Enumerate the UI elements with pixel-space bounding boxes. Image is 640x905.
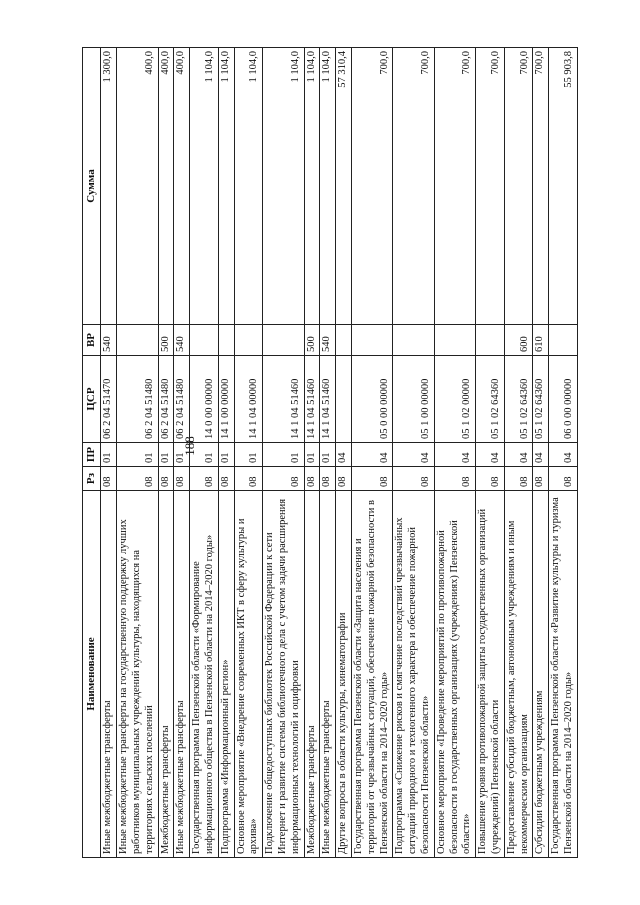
cell-csr: 14 1 04 51460 bbox=[320, 356, 336, 443]
cell-pr: 01 bbox=[101, 443, 117, 467]
cell-rz: 08 bbox=[351, 467, 392, 491]
cell-rz: 08 bbox=[320, 467, 336, 491]
table-row bbox=[234, 48, 263, 858]
cell-rz: 08 bbox=[434, 467, 475, 491]
cell-sum: 1 104,0 bbox=[263, 48, 304, 325]
budget-table bbox=[82, 47, 578, 858]
cell-vr: 500 bbox=[304, 325, 320, 356]
cell-rz: 08 bbox=[158, 467, 174, 491]
cell-rz: 08 bbox=[263, 467, 304, 491]
cell-pr: 04 bbox=[351, 443, 392, 467]
cell-pr: 04 bbox=[549, 443, 578, 467]
table-row bbox=[218, 48, 234, 858]
cell-pr: 04 bbox=[533, 443, 549, 467]
table-row bbox=[101, 48, 117, 858]
cell-csr: 14 1 00 00000 bbox=[218, 356, 234, 443]
cell-name: Межбюджетные трансферты bbox=[304, 491, 320, 858]
cell-pr: 01 bbox=[320, 443, 336, 467]
cell-pr: 04 bbox=[336, 443, 352, 467]
cell-csr: 06 0 00 00000 bbox=[549, 356, 578, 443]
cell-sum: 1 104,0 bbox=[218, 48, 234, 325]
cell-csr: 14 1 04 51460 bbox=[304, 356, 320, 443]
cell-vr bbox=[393, 325, 434, 356]
cell-vr: 610 bbox=[533, 325, 549, 356]
cell-rz: 08 bbox=[190, 467, 219, 491]
cell-name: Иные межбюджетные трансферты bbox=[174, 491, 190, 858]
cell-rz: 08 bbox=[117, 467, 158, 491]
page-number: 188 bbox=[182, 436, 197, 456]
cell-sum: 1 300,0 bbox=[101, 48, 117, 325]
cell-sum: 55 903,8 bbox=[549, 48, 578, 325]
cell-pr: 01 bbox=[174, 443, 190, 467]
cell-csr: 06 2 04 51480 bbox=[158, 356, 174, 443]
cell-sum: 1 104,0 bbox=[320, 48, 336, 325]
cell-vr: 540 bbox=[320, 325, 336, 356]
cell-pr: 04 bbox=[434, 443, 475, 467]
cell-csr: 14 0 00 00000 bbox=[190, 356, 219, 443]
cell-csr: 05 1 02 64360 bbox=[533, 356, 549, 443]
cell-name: Подпрограмма «Снижение рисков и смягчение последствий чрезвычайных ситуаций природного и техногенного характера и обеспечение пожарной безопасности Пензенской области» bbox=[393, 491, 434, 858]
cell-vr bbox=[234, 325, 263, 356]
cell-sum: 700,0 bbox=[393, 48, 434, 325]
cell-vr bbox=[351, 325, 392, 356]
cell-name: Подпрограмма «Информационный регион» bbox=[218, 491, 234, 858]
cell-csr: 06 2 04 51480 bbox=[117, 356, 158, 443]
cell-name: Подключение общедоступных библиотек Российской Федерации к сети Интернет и развитие системы библиотечного дела с учетом задачи расширения информационных технологий и оцифровки bbox=[263, 491, 304, 858]
cell-sum: 1 104,0 bbox=[304, 48, 320, 325]
table-row bbox=[190, 48, 219, 858]
cell-name: Государственная программа Пензенской области «Развитие культуры и туризма Пензенской области на 2014–2020 годы» bbox=[549, 491, 578, 858]
table-row bbox=[263, 48, 304, 858]
table-row bbox=[158, 48, 174, 858]
table-row bbox=[304, 48, 320, 858]
cell-rz: 08 bbox=[336, 467, 352, 491]
table-body bbox=[101, 48, 577, 858]
table-row bbox=[549, 48, 578, 858]
table-row bbox=[476, 48, 505, 858]
cell-pr: 01 bbox=[117, 443, 158, 467]
cell-pr: 04 bbox=[504, 443, 533, 467]
cell-rz: 08 bbox=[393, 467, 434, 491]
cell-vr bbox=[263, 325, 304, 356]
cell-rz: 08 bbox=[533, 467, 549, 491]
cell-pr: 04 bbox=[476, 443, 505, 467]
cell-name: Иные межбюджетные трансферты на государственную поддержку лучших работников муниципальных учреждений культуры, находящихся на территориях сельских поселений bbox=[117, 491, 158, 858]
cell-csr: 05 0 00 00000 bbox=[351, 356, 392, 443]
cell-vr bbox=[218, 325, 234, 356]
table-row bbox=[336, 48, 352, 858]
cell-pr: 01 bbox=[263, 443, 304, 467]
cell-vr: 540 bbox=[101, 325, 117, 356]
header-vr: ВР bbox=[83, 325, 101, 356]
cell-vr bbox=[476, 325, 505, 356]
cell-name: Предоставление субсидий бюджетным, автономным учреждениям и иным некоммерческим организациям bbox=[504, 491, 533, 858]
cell-pr: 04 bbox=[393, 443, 434, 467]
cell-name: Государственная программа Пензенской области «Формирование информационного общества в Пензенской области на 2014–2020 годы» bbox=[190, 491, 219, 858]
table-row bbox=[504, 48, 533, 858]
cell-csr: 14 1 04 51460 bbox=[263, 356, 304, 443]
cell-vr: 500 bbox=[158, 325, 174, 356]
table-row bbox=[434, 48, 475, 858]
table-row bbox=[393, 48, 434, 858]
cell-vr bbox=[336, 325, 352, 356]
cell-pr: 01 bbox=[234, 443, 263, 467]
cell-name: Субсидии бюджетным учреждениям bbox=[533, 491, 549, 858]
cell-csr: 14 1 04 00000 bbox=[234, 356, 263, 443]
table-header-row bbox=[83, 48, 101, 858]
cell-csr: 05 1 02 00000 bbox=[434, 356, 475, 443]
cell-csr: 06 2 04 51470 bbox=[101, 356, 117, 443]
cell-name: Государственная программа Пензенской области «Защита населения и территорий от чрезвычайных ситуаций, обеспечение пожарной безопасности в Пензенской области на 2014–2020 годы» bbox=[351, 491, 392, 858]
cell-sum: 1 104,0 bbox=[190, 48, 219, 325]
cell-pr: 01 bbox=[190, 443, 219, 467]
cell-rz: 08 bbox=[218, 467, 234, 491]
cell-name: Другие вопросы в области культуры, кинематографии bbox=[336, 491, 352, 858]
table-row bbox=[351, 48, 392, 858]
cell-sum: 400,0 bbox=[158, 48, 174, 325]
cell-vr: 600 bbox=[504, 325, 533, 356]
header-csr: ЦСР bbox=[83, 356, 101, 443]
cell-vr bbox=[117, 325, 158, 356]
cell-sum: 700,0 bbox=[351, 48, 392, 325]
cell-rz: 08 bbox=[234, 467, 263, 491]
cell-sum: 700,0 bbox=[434, 48, 475, 325]
cell-rz: 08 bbox=[101, 467, 117, 491]
table-row bbox=[533, 48, 549, 858]
cell-sum: 1 104,0 bbox=[234, 48, 263, 325]
cell-sum: 400,0 bbox=[117, 48, 158, 325]
header-rz: Рз bbox=[83, 467, 101, 491]
cell-sum: 700,0 bbox=[533, 48, 549, 325]
cell-csr bbox=[336, 356, 352, 443]
cell-name: Иные межбюджетные трансферты bbox=[320, 491, 336, 858]
cell-vr bbox=[434, 325, 475, 356]
cell-pr: 01 bbox=[304, 443, 320, 467]
cell-sum: 400,0 bbox=[174, 48, 190, 325]
cell-rz: 08 bbox=[304, 467, 320, 491]
cell-vr bbox=[549, 325, 578, 356]
cell-name: Основное мероприятие «Внедрение современных ИКТ в сферу культуры и архива» bbox=[234, 491, 263, 858]
cell-vr: 540 bbox=[174, 325, 190, 356]
header-pr: ПР bbox=[83, 443, 101, 467]
table-row bbox=[174, 48, 190, 858]
cell-pr: 01 bbox=[218, 443, 234, 467]
cell-name: Иные межбюджетные трансферты bbox=[101, 491, 117, 858]
cell-csr: 06 2 04 51480 bbox=[174, 356, 190, 443]
cell-pr: 01 bbox=[158, 443, 174, 467]
rotated-table-wrapper bbox=[82, 48, 574, 858]
cell-name: Межбюджетные трансферты bbox=[158, 491, 174, 858]
cell-sum: 700,0 bbox=[504, 48, 533, 325]
cell-csr: 05 1 02 64360 bbox=[476, 356, 505, 443]
cell-name: Повышение уровня противопожарной защиты государственных организаций (учреждений) Пензенской области bbox=[476, 491, 505, 858]
cell-rz: 08 bbox=[549, 467, 578, 491]
cell-sum: 57 310,4 bbox=[336, 48, 352, 325]
cell-rz: 08 bbox=[174, 467, 190, 491]
cell-sum: 700,0 bbox=[476, 48, 505, 325]
cell-rz: 08 bbox=[504, 467, 533, 491]
cell-csr: 05 1 02 64360 bbox=[504, 356, 533, 443]
cell-rz: 08 bbox=[476, 467, 505, 491]
table-row bbox=[117, 48, 158, 858]
cell-vr bbox=[190, 325, 219, 356]
table-row bbox=[320, 48, 336, 858]
header-name: Наименование bbox=[83, 491, 101, 858]
cell-csr: 05 1 00 00000 bbox=[393, 356, 434, 443]
header-sum: Сумма bbox=[83, 48, 101, 325]
cell-name: Основное мероприятие «Проведение мероприятий по противопожарной безопасности в государственных организациях (учреждениях) Пензенской области» bbox=[434, 491, 475, 858]
